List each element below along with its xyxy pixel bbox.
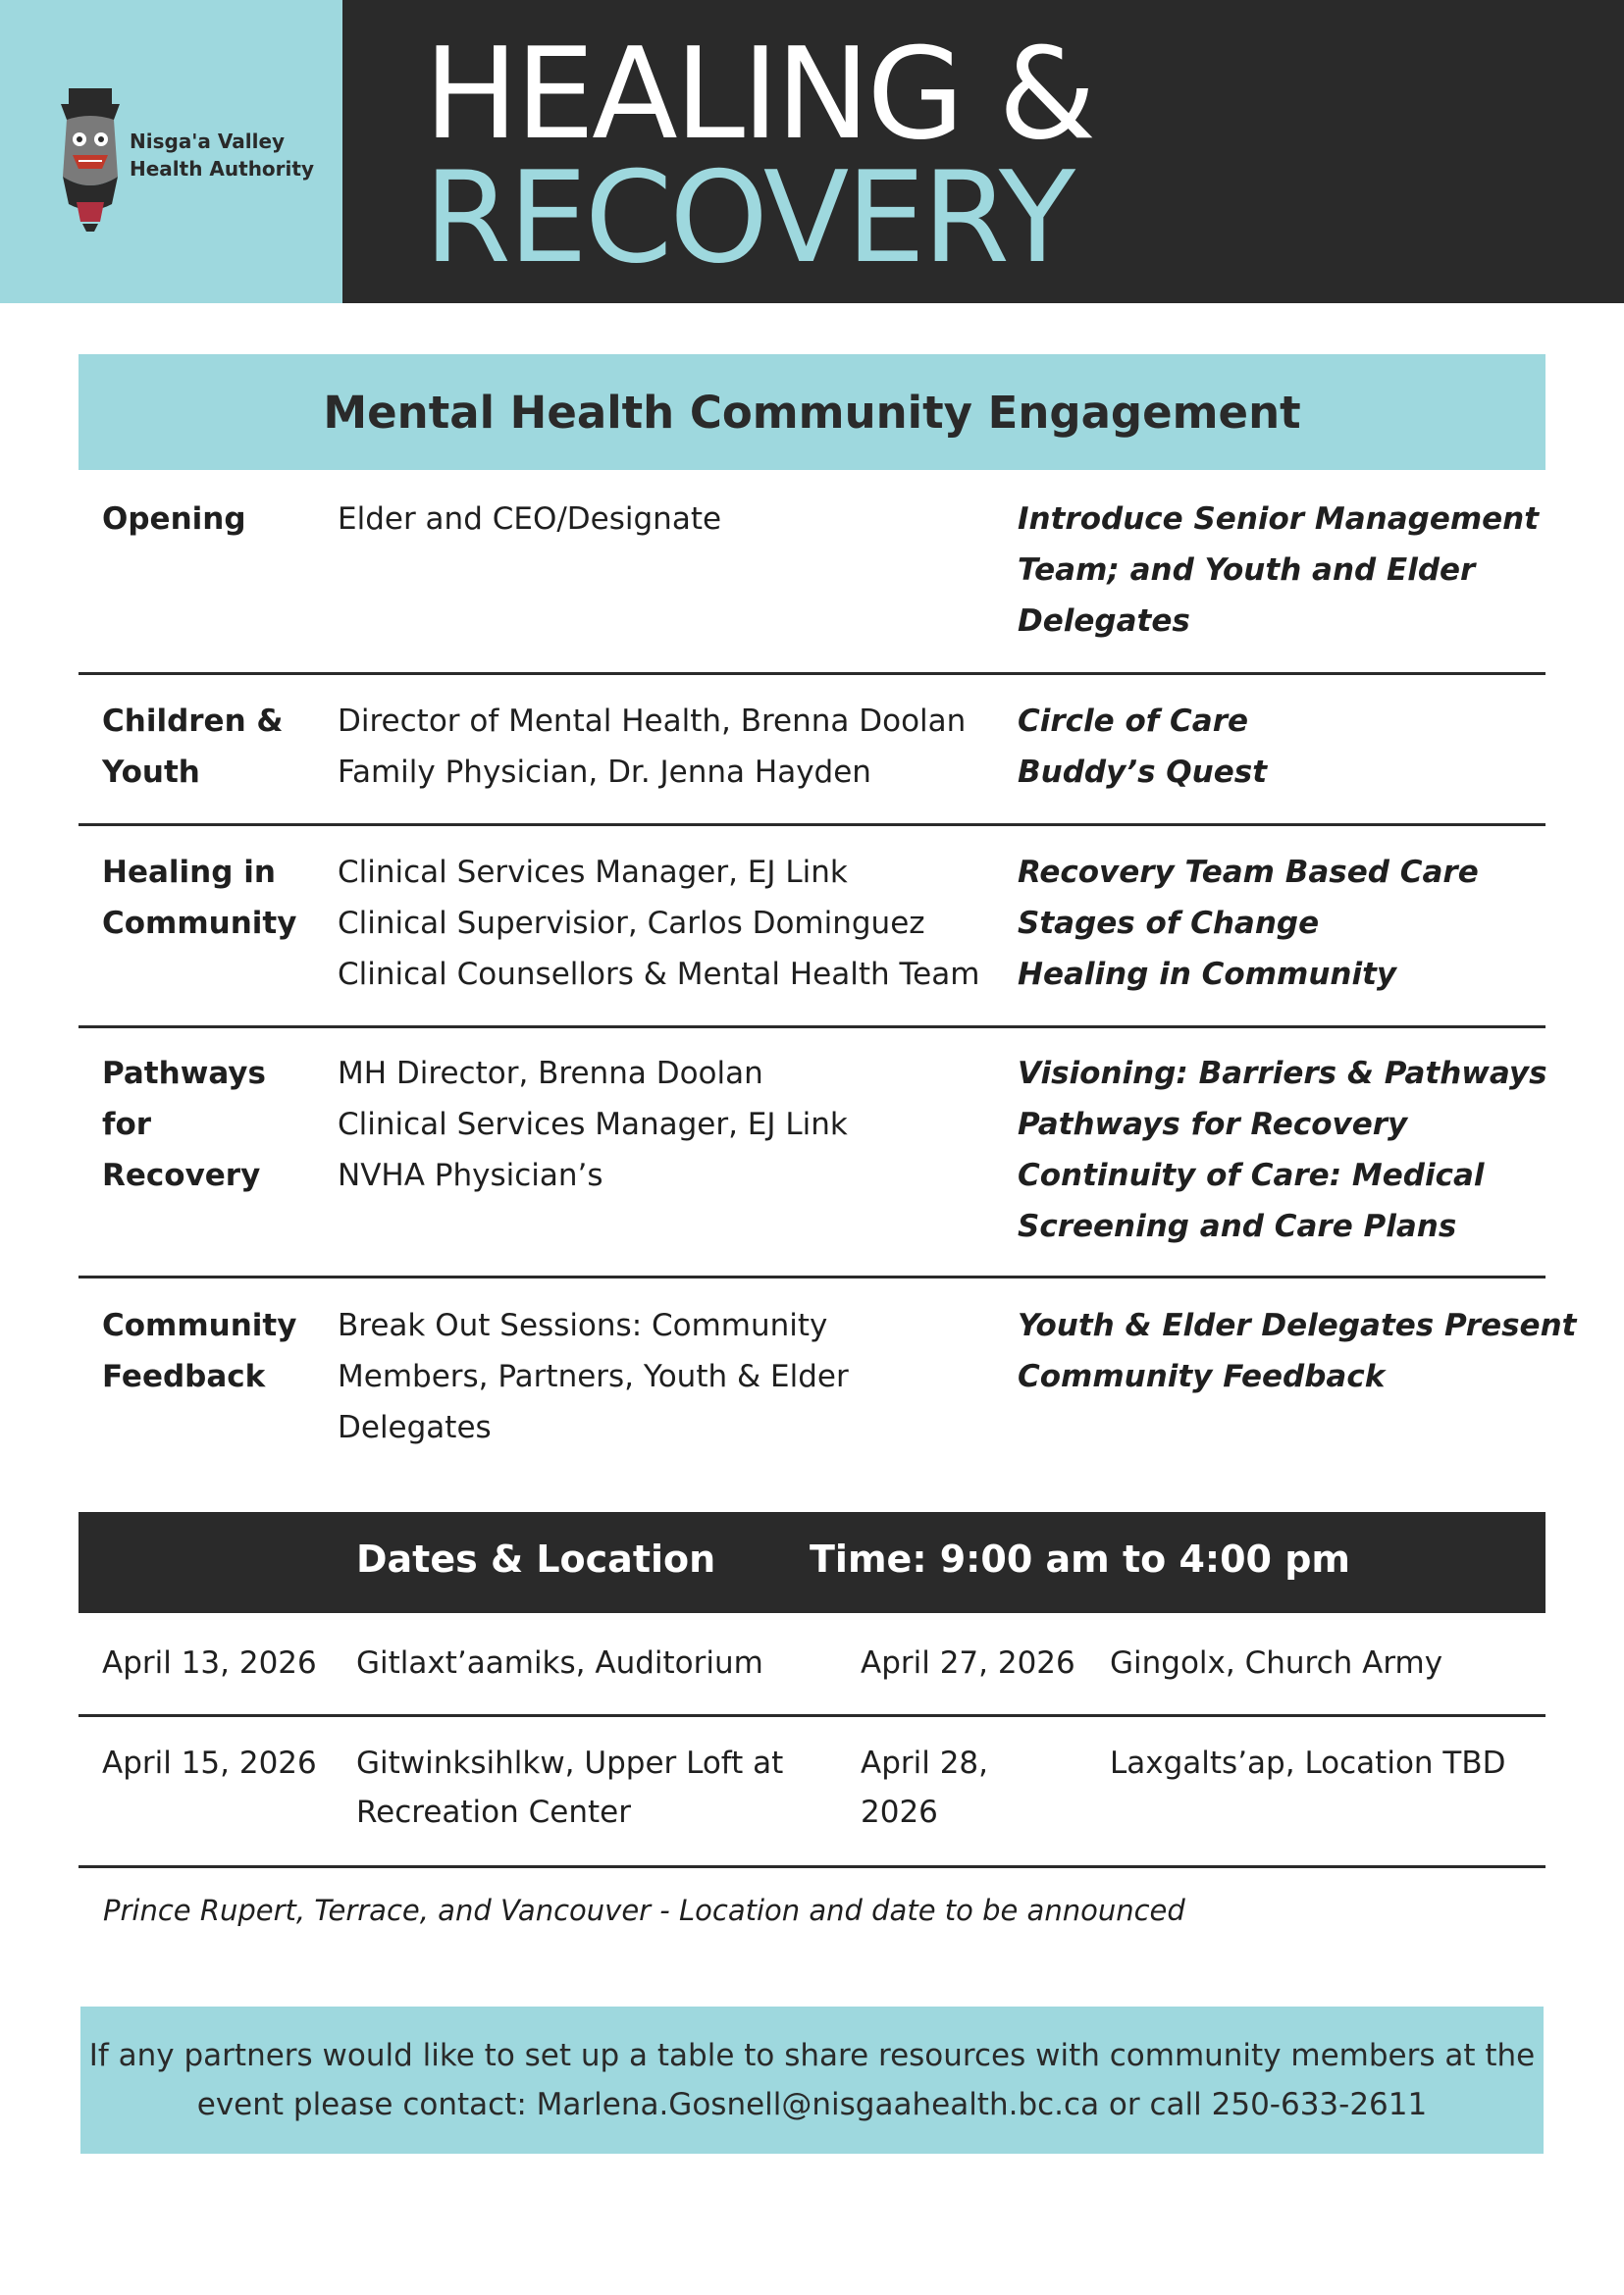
page-title-line-2: RECOVERY — [424, 145, 1074, 291]
people-line: Elder and CEO/Designate — [338, 501, 722, 537]
org-name-line-1: Nisga'a Valley — [130, 130, 286, 153]
session-line: Team; and Youth and Elder — [1018, 552, 1476, 588]
agenda-row-children-youth — [79, 696, 1545, 826]
agenda-people — [338, 494, 1024, 545]
contact-footer — [80, 2007, 1544, 2154]
people-line: NVHA Physician’s — [338, 1158, 603, 1193]
session-line: Buddy’s Quest — [1018, 755, 1268, 790]
people-line: Delegates — [338, 1410, 492, 1445]
schedule-time: Time: 9:00 am to 4:00 pm — [810, 1538, 1350, 1581]
session-line: Introduce Senior Management — [1018, 501, 1540, 537]
location-line: Gitwinksihlkw, Upper Loft at — [356, 1746, 784, 1781]
agenda-topic — [102, 696, 318, 798]
session-line: Youth & Elder Delegates Present — [1018, 1308, 1577, 1343]
schedule-location — [1110, 1639, 1442, 1688]
location-line: Gingolx, Church Army — [1110, 1645, 1443, 1681]
people-line: Clinical Services Manager, EJ Link — [338, 855, 848, 890]
agenda-people — [338, 696, 1024, 798]
session-line: Visioning: Barriers & Pathways — [1018, 1056, 1547, 1091]
topic-line: Opening — [102, 501, 246, 537]
session-line: Continuity of Care: Medical — [1018, 1158, 1485, 1193]
people-line: Director of Mental Health, Brenna Doolan — [338, 704, 967, 739]
schedule-date — [861, 1739, 988, 1837]
schedule-location — [1110, 1739, 1505, 1788]
topic-line: Recovery — [102, 1158, 261, 1193]
agenda-sessions — [1018, 1048, 1547, 1252]
people-line: Break Out Sessions: Community — [338, 1308, 828, 1343]
schedule-row — [79, 1639, 1545, 1717]
schedule-location — [356, 1639, 763, 1688]
agenda-topic — [102, 1300, 318, 1402]
topic-line: Pathways — [102, 1056, 266, 1091]
schedule-date — [861, 1639, 1075, 1688]
totem-logo-icon — [53, 86, 128, 234]
topic-line: Children & — [102, 704, 284, 739]
agenda-sessions — [1018, 696, 1547, 798]
session-line: Circle of Care — [1018, 704, 1249, 739]
schedule-heading: Dates & Location — [356, 1538, 716, 1581]
session-line: Recovery Team Based Care — [1018, 855, 1479, 890]
header-logo-panel — [0, 0, 342, 303]
organization-name — [130, 128, 336, 183]
agenda-row-opening — [79, 494, 1545, 675]
agenda-sessions — [1018, 1300, 1577, 1402]
topic-line: Healing in — [102, 855, 276, 890]
date-line: April 27, 2026 — [861, 1645, 1075, 1681]
date-line: April 13, 2026 — [102, 1645, 317, 1681]
schedule-note: Prince Rupert, Terrace, and Vancouver - Location and date to be announced — [103, 1894, 1185, 1927]
agenda-row-community-feedback — [79, 1300, 1577, 1462]
agenda-row-pathways-for-recovery — [79, 1048, 1545, 1278]
agenda-people — [338, 1300, 1024, 1453]
topic-line: Youth — [102, 755, 200, 790]
schedule-heading-bar — [79, 1512, 1545, 1613]
page-title-line-1: HEALING & — [424, 22, 1094, 168]
agenda-heading: Mental Health Community Engagement — [323, 386, 1301, 439]
session-line: Delegates — [1018, 603, 1190, 639]
agenda-heading-bar — [79, 354, 1545, 470]
people-line: MH Director, Brenna Doolan — [338, 1056, 763, 1091]
date-line: April 15, 2026 — [102, 1746, 317, 1781]
date-line: April 28, — [861, 1746, 989, 1781]
schedule-date — [102, 1639, 317, 1688]
agenda-topic — [102, 494, 318, 545]
session-line: Community Feedback — [1018, 1359, 1386, 1394]
topic-line: for — [102, 1107, 152, 1142]
agenda-row-healing-in-community — [79, 847, 1545, 1028]
people-line: Family Physician, Dr. Jenna Hayden — [338, 755, 871, 790]
location-line: Gitlaxt’aamiks, Auditorium — [356, 1645, 763, 1681]
topic-line: Community — [102, 1308, 297, 1343]
location-line: Recreation Center — [356, 1795, 631, 1830]
session-line: Screening and Care Plans — [1018, 1209, 1457, 1244]
people-line: Members, Partners, Youth & Elder — [338, 1359, 849, 1394]
footer-line-1: If any partners would like to set up a table to share resources with community members at the — [88, 2038, 1536, 2073]
people-line: Clinical Supervisior, Carlos Dominguez — [338, 906, 925, 941]
session-line: Pathways for Recovery — [1018, 1107, 1408, 1142]
topic-line: Feedback — [102, 1359, 266, 1394]
session-line: Healing in Community — [1018, 957, 1397, 992]
people-line: Clinical Services Manager, EJ Link — [338, 1107, 848, 1142]
agenda-topic — [102, 1048, 318, 1201]
location-line: Laxgalts’ap, Location TBD — [1110, 1746, 1506, 1781]
agenda-people — [338, 1048, 1024, 1201]
schedule-location — [356, 1739, 783, 1837]
schedule-date — [102, 1739, 317, 1788]
schedule-row — [79, 1739, 1545, 1868]
session-line: Stages of Change — [1018, 906, 1320, 941]
agenda-sessions — [1018, 847, 1547, 1000]
footer-line-2: event please contact: Marlena.Gosnell@nisgaahealth.bc.ca or call 250-633-2611 — [196, 2087, 1428, 2122]
agenda-people — [338, 847, 1024, 1000]
agenda-topic — [102, 847, 318, 949]
topic-line: Community — [102, 906, 297, 941]
date-line: 2026 — [861, 1795, 938, 1830]
agenda-sessions — [1018, 494, 1547, 647]
org-name-line-2: Health Authority — [130, 157, 314, 181]
people-line: Clinical Counsellors & Mental Health Team — [338, 957, 980, 992]
